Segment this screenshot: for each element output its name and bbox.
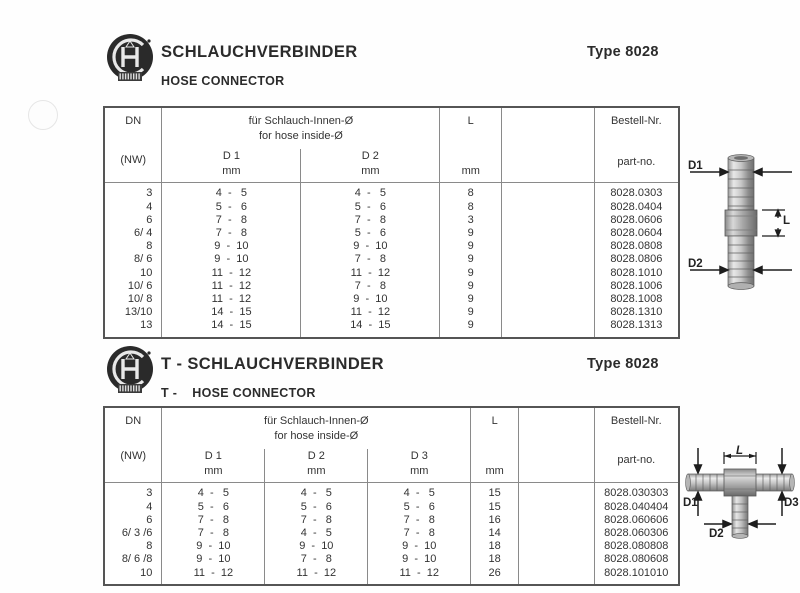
company-logo-icon-2 — [103, 344, 157, 398]
cell-part-no: 8028.1006 — [610, 279, 663, 292]
col-header-part-no-en: part-no. — [617, 156, 656, 169]
spec-table-t-hose-connector — [103, 406, 680, 586]
col-header-d2-unit-2: mm — [307, 464, 326, 477]
cell-d2: 4 - 5 — [300, 487, 332, 500]
cell-d1: 7 - 8 — [197, 513, 229, 526]
cell-length: 9 — [467, 292, 474, 305]
col-header-d3-unit: mm — [410, 464, 429, 477]
cells-d1 — [162, 183, 300, 336]
cell-d1: 9 - 10 — [214, 240, 249, 253]
company-logo-icon — [103, 32, 157, 86]
cell-d3: 7 - 8 — [403, 513, 435, 526]
cells-diameters — [162, 183, 440, 338]
section-title-de-2: T - SCHLAUCHVERBINDER — [161, 355, 384, 373]
col-header-part-no-de-2: Bestell-Nr. — [610, 415, 662, 427]
section-title-en: HOSE CONNECTOR — [161, 74, 285, 88]
cells-part-no-2 — [594, 483, 679, 585]
col-header-part-no-2 — [594, 407, 679, 483]
cell-length: 9 — [467, 279, 474, 292]
cells-length-2 — [471, 483, 519, 585]
col-header-dn-line1: DN — [125, 115, 142, 127]
cell-d2: 7 - 8 — [354, 213, 386, 226]
col-header-dn-line2: (NW) — [120, 154, 147, 167]
cell-d3: 9 - 10 — [402, 553, 437, 566]
col-header-d1-2 — [162, 449, 264, 483]
cell-d1: 5 - 6 — [197, 500, 229, 513]
cell-dn: 4 — [146, 500, 153, 513]
col-header-part-no-de: Bestell-Nr. — [610, 115, 662, 127]
cell-d1: 14 - 15 — [211, 306, 252, 319]
cell-dn: 10 — [140, 566, 153, 579]
cell-length: 26 — [488, 566, 501, 579]
cell-part-no: 8028.060606 — [604, 513, 669, 526]
cell-d1: 11 - 12 — [211, 292, 252, 305]
cell-d1: 4 - 5 — [215, 187, 247, 200]
cells-diameters-2 — [162, 483, 471, 585]
cell-length: 9 — [467, 306, 474, 319]
cell-length: 9 — [467, 240, 474, 253]
cell-part-no: 8028.080808 — [604, 540, 669, 553]
cell-d2: 5 - 6 — [354, 227, 386, 240]
cell-d1: 9 - 10 — [196, 540, 231, 553]
cell-dn: 4 — [146, 200, 153, 213]
col-header-dn-line1-2: DN — [125, 415, 142, 427]
col-header-part-no — [594, 107, 679, 183]
cell-length: 8 — [467, 187, 474, 200]
table-header-row — [104, 407, 679, 483]
cell-d1: 14 - 15 — [211, 319, 252, 332]
cell-d1: 4 - 5 — [197, 487, 229, 500]
cell-length: 9 — [467, 266, 474, 279]
cells-blank-2 — [519, 483, 595, 585]
cell-d2: 7 - 8 — [300, 513, 332, 526]
cell-dn: 3 — [146, 187, 153, 200]
group-title-de: für Schlauch-Innen-Ø — [248, 115, 354, 127]
cell-part-no: 8028.0303 — [610, 187, 663, 200]
col-header-length-name: L — [467, 115, 474, 127]
cell-d2: 4 - 5 — [354, 187, 386, 200]
cell-d2: 7 - 8 — [354, 253, 386, 266]
cell-d2: 9 - 10 — [353, 292, 388, 305]
straight-hose-connector-diagram — [686, 152, 798, 292]
col-header-part-no-en-2: part-no. — [617, 454, 656, 467]
cells-length — [440, 183, 502, 338]
cell-dn: 8 — [146, 240, 153, 253]
cell-d3: 11 - 12 — [399, 566, 440, 579]
punch-hole-mark — [28, 100, 58, 130]
cell-part-no: 8028.0806 — [610, 253, 663, 266]
cell-dn: 10/ 8 — [127, 292, 153, 305]
dim-label-d1: D1 — [688, 160, 703, 172]
cells-d3 — [367, 483, 470, 583]
col-header-d1-unit: mm — [222, 164, 241, 177]
cell-dn: 10/ 6 — [127, 279, 153, 292]
type-label: Type 8028 — [587, 44, 659, 60]
cell-d2: 11 - 12 — [296, 566, 337, 579]
cell-d1: 11 - 12 — [211, 266, 252, 279]
cell-length: 9 — [467, 253, 474, 266]
cell-part-no: 8028.0606 — [610, 213, 663, 226]
cell-part-no: 8028.1008 — [610, 292, 663, 305]
cell-part-no: 8028.101010 — [604, 566, 669, 579]
cell-part-no: 8028.1010 — [610, 266, 663, 279]
col-header-hose-inside-diameter-group-2 — [162, 407, 471, 483]
cell-d2: 9 - 10 — [299, 540, 334, 553]
cell-d1: 5 - 6 — [215, 200, 247, 213]
cell-part-no: 8028.0404 — [610, 200, 663, 213]
cell-d2: 5 - 6 — [300, 500, 332, 513]
cells-d2-2 — [264, 483, 367, 583]
col-header-length-unit-2: mm — [485, 465, 504, 478]
cell-d3: 9 - 10 — [402, 540, 437, 553]
dim-label-d1-2: D1 — [683, 497, 698, 509]
col-header-d2-unit: mm — [361, 164, 380, 177]
col-header-d1-name-2: D 1 — [204, 449, 222, 462]
cell-length: 15 — [488, 500, 501, 513]
cell-part-no: 8028.0808 — [610, 240, 663, 253]
col-header-blank-2 — [519, 407, 595, 483]
cell-d2: 7 - 8 — [354, 279, 386, 292]
col-header-d2-2 — [264, 449, 367, 483]
cell-dn: 6/ 4 — [134, 227, 153, 240]
cell-length: 14 — [488, 527, 501, 540]
col-header-d3-name: D 3 — [410, 449, 428, 462]
cell-dn: 13 — [140, 319, 153, 332]
col-header-length-name-2: L — [491, 415, 498, 427]
col-header-d2-name: D 2 — [361, 149, 379, 162]
cell-d1: 7 - 8 — [197, 527, 229, 540]
col-header-blank — [502, 107, 595, 183]
cell-d2: 9 - 10 — [353, 240, 388, 253]
cell-d1: 9 - 10 — [196, 553, 231, 566]
cell-dn: 6/ 3 /6 — [121, 527, 153, 540]
col-header-d1-unit-2: mm — [204, 464, 223, 477]
cell-part-no: 8028.0604 — [610, 227, 663, 240]
cell-d2: 7 - 8 — [300, 553, 332, 566]
cell-length: 18 — [488, 540, 501, 553]
cell-part-no: 8028.040404 — [604, 500, 669, 513]
group-title-de-2: für Schlauch-Innen-Ø — [264, 415, 369, 427]
cell-dn: 6 — [146, 213, 153, 226]
col-header-d3 — [367, 449, 470, 483]
table-body-row — [104, 183, 679, 338]
cell-d2: 14 - 15 — [350, 319, 391, 332]
cell-part-no: 8028.060306 — [604, 527, 669, 540]
cell-d1: 7 - 8 — [215, 213, 247, 226]
cell-length: 9 — [467, 227, 474, 240]
cell-d2: 4 - 5 — [300, 527, 332, 540]
cell-dn: 3 — [146, 487, 153, 500]
section-header-hose-connector — [103, 32, 703, 92]
cell-length: 15 — [488, 487, 501, 500]
col-header-dn-2 — [104, 407, 162, 483]
dim-label-d3: D3 — [784, 497, 799, 509]
cell-dn: 8/ 6 — [134, 253, 153, 266]
group-title-en: for hose inside-Ø — [258, 130, 343, 143]
dim-label-l: L — [783, 215, 791, 227]
cells-dn — [104, 183, 162, 338]
cell-part-no: 8028.1313 — [610, 319, 663, 332]
col-header-d1-name: D 1 — [222, 149, 240, 162]
col-header-length — [440, 107, 502, 183]
col-header-length-unit: mm — [461, 165, 480, 178]
col-header-dn-line2-2: (NW) — [120, 450, 147, 463]
cell-d1: 7 - 8 — [215, 227, 247, 240]
cell-d2: 5 - 6 — [354, 200, 386, 213]
cell-length: 18 — [488, 553, 501, 566]
table-body-row — [104, 483, 679, 585]
cell-d3: 4 - 5 — [403, 487, 435, 500]
cell-d2: 11 - 12 — [350, 266, 391, 279]
cell-length: 16 — [488, 513, 501, 526]
col-header-d2-name-2: D 2 — [307, 449, 325, 462]
cell-d1: 11 - 12 — [193, 566, 234, 579]
cell-length: 3 — [467, 213, 474, 226]
col-header-d1 — [162, 149, 300, 183]
cells-d2 — [300, 183, 439, 336]
cell-d1: 9 - 10 — [214, 253, 249, 266]
group-title-en-2: for hose inside-Ø — [274, 430, 359, 443]
section-title-en-2: T - HOSE CONNECTOR — [161, 386, 316, 400]
cell-d2: 11 - 12 — [350, 306, 391, 319]
dim-label-d2: D2 — [688, 258, 703, 270]
section-header-t-hose-connector — [103, 344, 703, 404]
cells-blank — [502, 183, 595, 338]
cells-part-no — [594, 183, 679, 338]
cell-d3: 7 - 8 — [403, 527, 435, 540]
cell-dn: 13/10 — [124, 306, 153, 319]
col-header-d2 — [300, 149, 439, 183]
cell-part-no: 8028.1310 — [610, 306, 663, 319]
spec-table-hose-connector — [103, 106, 680, 339]
cell-d3: 5 - 6 — [403, 500, 435, 513]
cells-d1-2 — [162, 483, 264, 583]
cell-dn: 8 — [146, 540, 153, 553]
cells-dn-2 — [104, 483, 162, 585]
col-header-hose-inside-diameter-group — [162, 107, 440, 183]
dim-label-d2-2: D2 — [709, 528, 724, 540]
cell-dn: 6 — [146, 513, 153, 526]
cell-dn: 10 — [140, 266, 153, 279]
type-label-2: Type 8028 — [587, 356, 659, 372]
tee-hose-connector-diagram — [682, 442, 798, 570]
cell-part-no: 8028.080608 — [604, 553, 669, 566]
cell-length: 9 — [467, 319, 474, 332]
section-title-de: SCHLAUCHVERBINDER — [161, 43, 358, 61]
dim-label-l-2: L — [736, 445, 744, 457]
col-header-length-2 — [471, 407, 519, 483]
table-header-row — [104, 107, 679, 183]
cell-d1: 11 - 12 — [211, 279, 252, 292]
cell-part-no: 8028.030303 — [604, 487, 669, 500]
col-header-dn — [104, 107, 162, 183]
cell-length: 8 — [467, 200, 474, 213]
cell-dn: 8/ 6 /8 — [121, 553, 153, 566]
